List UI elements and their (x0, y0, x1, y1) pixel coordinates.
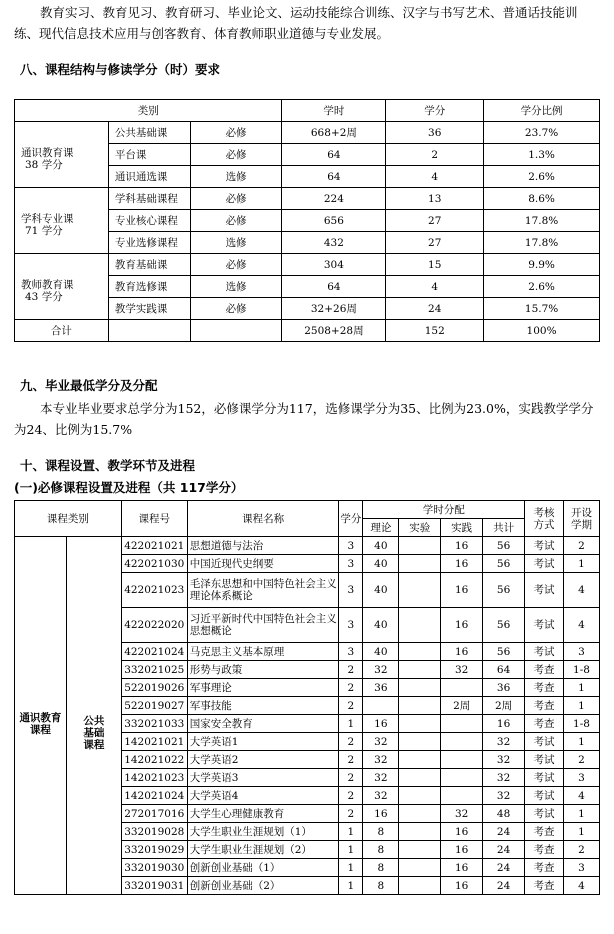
structure-total-row (15, 320, 600, 342)
course-total: 56 (483, 537, 525, 555)
course-exam: 考查 (525, 859, 564, 877)
section10-title: 十、课程设置、教学环节及进程 (20, 458, 196, 473)
course-category-general (15, 537, 67, 895)
structure-ratio: 2.6% (484, 166, 600, 188)
course-total: 56 (483, 643, 525, 661)
course-code: 422021023 (121, 573, 187, 608)
structure-group-name (15, 254, 109, 320)
course-code: 522019026 (121, 679, 187, 697)
course-code: 332021025 (121, 661, 187, 679)
course-theory: 32 (363, 787, 399, 805)
structure-row (15, 188, 600, 210)
courses-header-row-1 (15, 501, 600, 519)
course-total: 32 (483, 787, 525, 805)
course-exam: 考查 (525, 679, 564, 697)
structure-type: 必修 (190, 144, 282, 166)
total-hours: 2508+28周 (282, 320, 386, 342)
group-name-line1: 通识教育课 (21, 146, 74, 159)
structure-type: 必修 (190, 188, 282, 210)
course-name: 大学生心理健康教育 (187, 805, 339, 823)
course-term: 2 (563, 751, 599, 769)
structure-ratio: 1.3% (484, 144, 600, 166)
structure-hours: 64 (282, 144, 386, 166)
course-experiment (399, 823, 441, 841)
header-exam-l1: 考核 (533, 506, 555, 519)
course-term: 1-8 (563, 715, 599, 733)
course-term: 1 (563, 823, 599, 841)
course-experiment (399, 643, 441, 661)
course-code: 422021021 (121, 537, 187, 555)
category-general-l1: 通识教育 (19, 712, 62, 724)
group-name-line2: 38 学分 (25, 158, 63, 171)
course-theory: 40 (363, 643, 399, 661)
group-name-line2: 71 学分 (25, 224, 63, 237)
course-term: 4 (563, 608, 599, 643)
course-exam: 考试 (525, 787, 564, 805)
course-practice (441, 751, 483, 769)
course-experiment (399, 715, 441, 733)
course-practice (441, 679, 483, 697)
total-empty-2 (190, 320, 282, 342)
course-name: 马克思主义基本原理 (187, 643, 339, 661)
course-theory: 32 (363, 661, 399, 679)
structure-type: 选修 (190, 276, 282, 298)
course-code: 422021024 (121, 643, 187, 661)
course-practice (441, 715, 483, 733)
structure-ratio: 9.9% (484, 254, 600, 276)
course-theory: 40 (363, 537, 399, 555)
course-credits: 2 (339, 697, 363, 715)
course-name: 大学英语1 (187, 733, 339, 751)
course-credits: 2 (339, 805, 363, 823)
structure-hours: 432 (282, 232, 386, 254)
structure-credits: 36 (386, 122, 484, 144)
category-public-l1: 公共 (83, 715, 105, 727)
header-theory: 理论 (363, 519, 399, 537)
course-theory: 36 (363, 679, 399, 697)
structure-course: 平台课 (108, 144, 190, 166)
course-code: 332019029 (121, 841, 187, 859)
course-total: 56 (483, 573, 525, 608)
course-total: 36 (483, 679, 525, 697)
course-total: 32 (483, 751, 525, 769)
course-code: 142021022 (121, 751, 187, 769)
course-name: 中国近现代史纲要 (187, 555, 339, 573)
course-exam: 考试 (525, 751, 564, 769)
category-general-l2: 课程 (29, 724, 51, 736)
structure-credits: 2 (386, 144, 484, 166)
course-exam: 考试 (525, 537, 564, 555)
header-ratio: 学分比例 (484, 100, 600, 122)
structure-course: 专业选修课程 (108, 232, 190, 254)
course-term: 2 (563, 537, 599, 555)
course-theory: 16 (363, 715, 399, 733)
course-total: 56 (483, 555, 525, 573)
course-theory: 32 (363, 751, 399, 769)
course-experiment (399, 877, 441, 895)
header-category: 类别 (15, 100, 282, 122)
course-credits: 1 (339, 823, 363, 841)
structure-ratio: 23.7% (484, 122, 600, 144)
structure-credits: 24 (386, 298, 484, 320)
course-code: 142021023 (121, 769, 187, 787)
course-name: 思想道德与法治 (187, 537, 339, 555)
course-practice: 2周 (441, 697, 483, 715)
header-credits: 学分 (386, 100, 484, 122)
course-name: 国家安全教育 (187, 715, 339, 733)
course-experiment (399, 697, 441, 715)
header-course-code: 课程号 (121, 501, 187, 537)
structure-hours: 32+26周 (282, 298, 386, 320)
structure-course: 教育基础课 (108, 254, 190, 276)
course-experiment (399, 537, 441, 555)
course-practice: 16 (441, 859, 483, 877)
section8-title: 八、课程结构与修读学分（时）要求 (20, 62, 221, 77)
course-exam: 考查 (525, 715, 564, 733)
course-exam: 考查 (525, 661, 564, 679)
course-total: 64 (483, 661, 525, 679)
course-experiment (399, 787, 441, 805)
course-term: 3 (563, 769, 599, 787)
course-code: 332021033 (121, 715, 187, 733)
structure-hours: 656 (282, 210, 386, 232)
course-experiment (399, 573, 441, 608)
group-name-line1: 学科专业课 (21, 212, 74, 225)
structure-ratio: 15.7% (484, 298, 600, 320)
structure-hours: 304 (282, 254, 386, 276)
course-total: 24 (483, 877, 525, 895)
course-total: 32 (483, 769, 525, 787)
structure-row (15, 254, 600, 276)
course-code: 142021024 (121, 787, 187, 805)
required-courses-table (14, 500, 600, 895)
course-experiment (399, 679, 441, 697)
course-credits: 3 (339, 573, 363, 608)
structure-credits: 27 (386, 210, 484, 232)
course-practice: 16 (441, 537, 483, 555)
course-term: 4 (563, 787, 599, 805)
structure-ratio: 2.6% (484, 276, 600, 298)
course-term: 1 (563, 733, 599, 751)
header-hours: 学时 (282, 100, 386, 122)
course-practice: 16 (441, 573, 483, 608)
course-credits: 1 (339, 841, 363, 859)
course-practice: 16 (441, 643, 483, 661)
structure-type: 选修 (190, 232, 282, 254)
structure-type: 必修 (190, 122, 282, 144)
structure-course: 专业核心课程 (108, 210, 190, 232)
course-practice (441, 769, 483, 787)
course-practice: 16 (441, 841, 483, 859)
course-theory: 8 (363, 841, 399, 859)
course-practice (441, 733, 483, 751)
structure-group-name (15, 122, 109, 188)
header-term-l1: 开设 (570, 506, 592, 519)
course-credits: 2 (339, 661, 363, 679)
course-code: 522019027 (121, 697, 187, 715)
course-total: 48 (483, 805, 525, 823)
header-course-credits: 学分 (339, 501, 363, 537)
course-name: 大学英语4 (187, 787, 339, 805)
header-total: 共计 (483, 519, 525, 537)
structure-credits: 4 (386, 166, 484, 188)
structure-course: 通识通选课 (108, 166, 190, 188)
course-name: 创新创业基础（1） (187, 859, 339, 877)
course-total: 24 (483, 859, 525, 877)
structure-hours: 64 (282, 166, 386, 188)
course-experiment (399, 751, 441, 769)
course-code: 422021030 (121, 555, 187, 573)
course-name: 军事理论 (187, 679, 339, 697)
course-practice: 16 (441, 823, 483, 841)
structure-hours: 668+2周 (282, 122, 386, 144)
course-exam: 考查 (525, 877, 564, 895)
total-empty-1 (108, 320, 190, 342)
course-credits: 3 (339, 555, 363, 573)
course-name: 大学英语3 (187, 769, 339, 787)
course-term: 4 (563, 877, 599, 895)
structure-type: 必修 (190, 254, 282, 276)
course-code: 272017016 (121, 805, 187, 823)
course-exam: 考试 (525, 555, 564, 573)
total-label: 合计 (15, 320, 109, 342)
group-name-line2: 43 学分 (25, 290, 63, 303)
course-theory: 40 (363, 608, 399, 643)
course-structure-table (14, 99, 600, 342)
course-name: 大学英语2 (187, 751, 339, 769)
course-code: 422022020 (121, 608, 187, 643)
course-experiment (399, 859, 441, 877)
structure-course: 教育选修课 (108, 276, 190, 298)
course-name: 军事技能 (187, 697, 339, 715)
course-code: 142021021 (121, 733, 187, 751)
course-theory: 8 (363, 823, 399, 841)
structure-header-row (15, 100, 600, 122)
section9-title: 九、毕业最低学分及分配 (20, 378, 158, 393)
course-term: 1 (563, 555, 599, 573)
course-term: 3 (563, 859, 599, 877)
course-exam: 考试 (525, 608, 564, 643)
course-term: 1 (563, 805, 599, 823)
course-credits: 2 (339, 769, 363, 787)
course-experiment (399, 555, 441, 573)
course-theory: 8 (363, 859, 399, 877)
structure-hours: 224 (282, 188, 386, 210)
course-exam: 考试 (525, 769, 564, 787)
structure-group-name (15, 188, 109, 254)
structure-course: 学科基础课程 (108, 188, 190, 210)
course-exam: 考试 (525, 805, 564, 823)
course-credits: 1 (339, 877, 363, 895)
course-practice: 16 (441, 877, 483, 895)
course-term: 4 (563, 573, 599, 608)
course-credits: 3 (339, 537, 363, 555)
course-name: 大学生职业生涯规划（1） (187, 823, 339, 841)
course-term: 3 (563, 643, 599, 661)
course-exam: 考查 (525, 697, 564, 715)
course-total: 56 (483, 608, 525, 643)
course-experiment (399, 805, 441, 823)
structure-type: 选修 (190, 166, 282, 188)
course-term: 1-8 (563, 661, 599, 679)
total-ratio: 100% (484, 320, 600, 342)
category-public-l3: 课程 (83, 739, 105, 751)
course-term: 1 (563, 697, 599, 715)
course-practice (441, 787, 483, 805)
course-total: 16 (483, 715, 525, 733)
header-hours-group: 学时分配 (363, 501, 525, 519)
course-theory: 8 (363, 877, 399, 895)
structure-hours: 64 (282, 276, 386, 298)
course-credits: 3 (339, 608, 363, 643)
course-total: 24 (483, 841, 525, 859)
header-exam (525, 501, 564, 537)
header-course-name: 课程名称 (187, 501, 339, 537)
structure-row (15, 122, 600, 144)
intro-paragraph: 教育实习、教育见习、教育研习、毕业论文、运动技能综合训练、汉字与书写艺术、普通话技能训练、现代信息技术应用与创客教育、体育教师职业道德与专业发展。 (14, 5, 578, 41)
structure-ratio: 17.8% (484, 232, 600, 254)
course-theory: 40 (363, 555, 399, 573)
course-name: 大学生职业生涯规划（2） (187, 841, 339, 859)
course-row (15, 537, 600, 555)
course-exam: 考试 (525, 733, 564, 751)
course-experiment (399, 733, 441, 751)
course-practice: 16 (441, 608, 483, 643)
course-name: 形势与政策 (187, 661, 339, 679)
header-practice: 实践 (441, 519, 483, 537)
course-theory (363, 697, 399, 715)
course-theory: 32 (363, 733, 399, 751)
structure-type: 必修 (190, 298, 282, 320)
course-experiment (399, 661, 441, 679)
course-theory: 32 (363, 769, 399, 787)
course-practice: 32 (441, 805, 483, 823)
course-name: 毛泽东思想和中国特色社会主义理论体系概论 (187, 573, 339, 608)
structure-credits: 4 (386, 276, 484, 298)
group-name-line1: 教师教育课 (21, 278, 74, 291)
course-practice: 32 (441, 661, 483, 679)
structure-ratio: 8.6% (484, 188, 600, 210)
course-experiment (399, 608, 441, 643)
course-code: 332019028 (121, 823, 187, 841)
structure-course: 教学实践课 (108, 298, 190, 320)
course-credits: 2 (339, 679, 363, 697)
structure-credits: 15 (386, 254, 484, 276)
header-exam-l2: 方式 (533, 518, 555, 531)
course-code: 332019030 (121, 859, 187, 877)
course-credits: 1 (339, 715, 363, 733)
section10-subtitle: (一)必修课程设置及进程（共 117学分） (14, 480, 244, 495)
course-name: 习近平新时代中国特色社会主义思想概论 (187, 608, 339, 643)
course-credits: 2 (339, 787, 363, 805)
header-course-category: 课程类别 (15, 501, 122, 537)
course-experiment (399, 769, 441, 787)
course-code: 332019031 (121, 877, 187, 895)
course-theory: 40 (363, 573, 399, 608)
header-experiment: 实验 (399, 519, 441, 537)
structure-course: 公共基础课 (108, 122, 190, 144)
course-credits: 1 (339, 859, 363, 877)
course-exam: 考试 (525, 643, 564, 661)
course-exam: 考试 (525, 573, 564, 608)
course-practice: 16 (441, 555, 483, 573)
header-term (563, 501, 599, 537)
course-name: 创新创业基础（2） (187, 877, 339, 895)
total-credits: 152 (386, 320, 484, 342)
course-credits: 3 (339, 643, 363, 661)
course-experiment (399, 841, 441, 859)
course-category-public (66, 537, 121, 895)
course-theory: 16 (363, 805, 399, 823)
header-term-l2: 学期 (570, 518, 592, 531)
category-public-l2: 基础 (83, 727, 105, 739)
course-credits: 2 (339, 751, 363, 769)
course-term: 2 (563, 841, 599, 859)
course-total: 2周 (483, 697, 525, 715)
section9-text: 本专业毕业要求总学分为152，必修课学分为117，选修课学分为35、比例为23.0%，实践教学学分为24、比例为15.7% (14, 401, 594, 437)
structure-type: 必修 (190, 210, 282, 232)
course-credits: 2 (339, 733, 363, 751)
course-total: 24 (483, 823, 525, 841)
course-exam: 考查 (525, 841, 564, 859)
course-term: 1 (563, 679, 599, 697)
structure-credits: 27 (386, 232, 484, 254)
course-exam: 考查 (525, 823, 564, 841)
course-total: 32 (483, 733, 525, 751)
structure-ratio: 17.8% (484, 210, 600, 232)
structure-credits: 13 (386, 188, 484, 210)
